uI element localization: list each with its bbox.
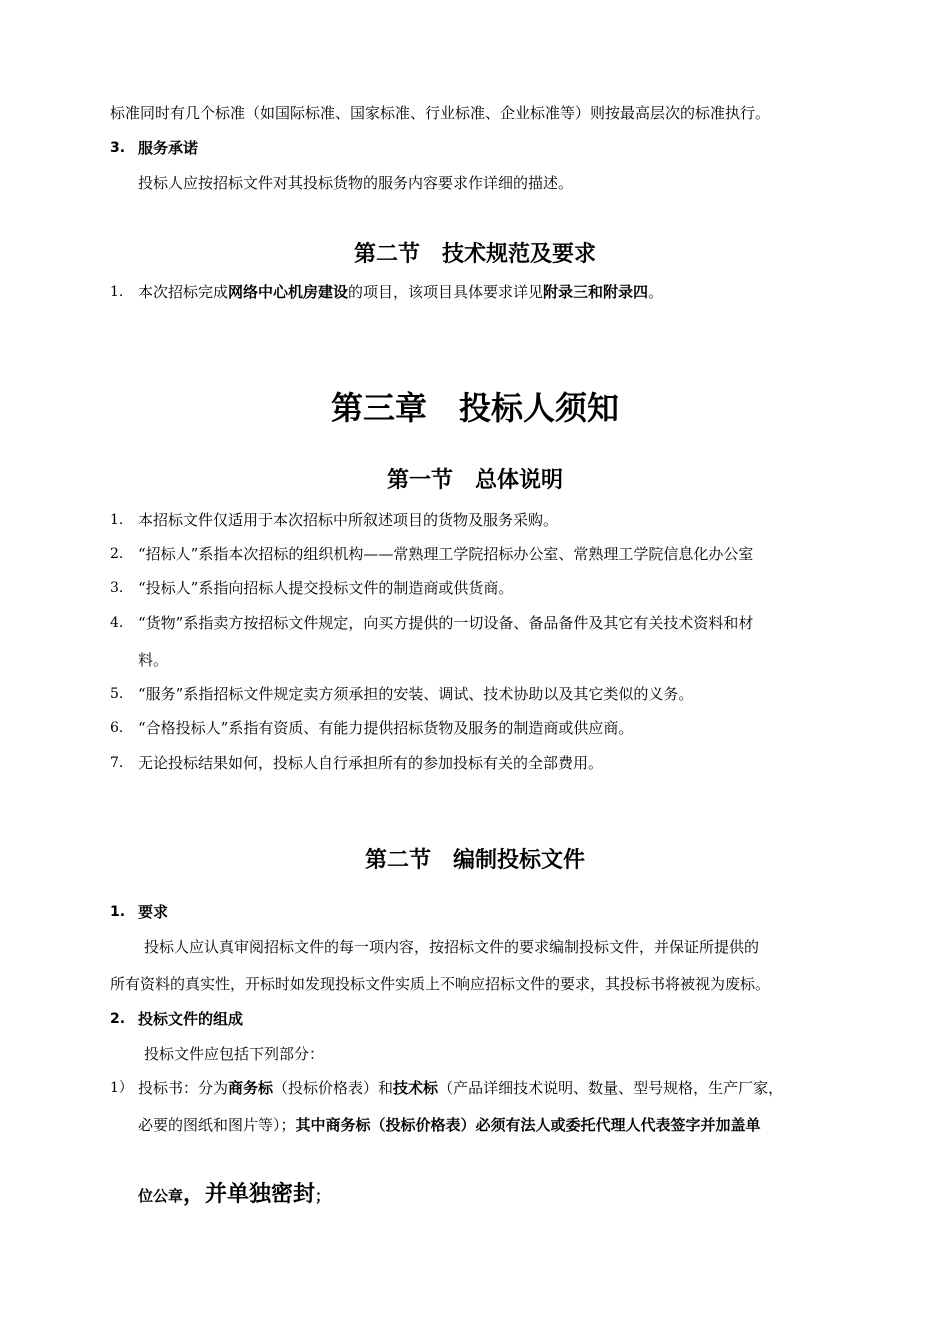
list-item-continuation	[138, 1180, 330, 1211]
subsection-title: 服务承诺	[138, 139, 199, 157]
emphasis-large-text: 并单独密封	[205, 1182, 316, 1207]
subsection-title: 要求	[138, 903, 169, 921]
list-number: 6.	[110, 720, 124, 736]
emphasis-text: ；	[315, 1187, 331, 1205]
list-item: 本招标文件仅适用于本次招标中所叙述项目的货物及服务采购。	[138, 511, 559, 529]
list-item: “服务”系指招标文件规定卖方须承担的安装、调试、技术协助以及其它类似的义务。	[138, 685, 694, 703]
body-text-line: 标准同时有几个标准（如国际标准、国家标准、行业标准、企业标准等）则按最高层次的标准执行。	[110, 104, 771, 122]
list-item: “投标人”系指向招标人提交投标文件的制造商或供货商。	[138, 579, 514, 597]
list-item-text: 的项目，该项目具体要求详见	[348, 283, 544, 301]
project-name: 网络中心机房建设	[228, 283, 349, 301]
list-number: 7.	[110, 755, 124, 771]
list-number: 1.	[110, 284, 124, 300]
section-heading: 第一节 总体说明	[386, 468, 563, 493]
list-item-text: （投标价格表）和	[273, 1079, 394, 1097]
list-number: 5.	[110, 686, 124, 702]
body-text-line: 所有资料的真实性，开标时如发现投标文件实质上不响应招标文件的要求，其投标书将被视为废标。	[110, 975, 771, 993]
list-item-text: 。	[648, 283, 664, 301]
appendix-reference: 附录三和附录四	[543, 283, 649, 301]
emphasis-text: 商务标	[228, 1079, 274, 1097]
emphasis-text: 其中商务标（投标价格表）必须有法人或委托代理人代表签字并加盖单	[295, 1116, 761, 1134]
list-item	[138, 282, 663, 302]
list-number: 1）	[110, 1080, 133, 1096]
subsection-title: 投标文件的组成	[138, 1010, 244, 1028]
emphasis-text: 技术标	[393, 1079, 439, 1097]
emphasis-text: 位公章	[138, 1187, 184, 1205]
list-item-continuation: 料。	[138, 651, 169, 669]
list-item-text: （产品详细技术说明、数量、型号规格，生产厂家，	[438, 1079, 784, 1097]
list-item	[138, 1078, 783, 1098]
section-heading: 第二节 编制投标文件	[364, 848, 585, 873]
list-number: 3.	[110, 140, 126, 156]
body-text-line: 投标人应按招标文件对其投标货物的服务内容要求作详细的描述。	[138, 174, 574, 192]
list-number: 1.	[110, 512, 124, 528]
section-heading: 第二节 技术规范及要求	[353, 242, 596, 267]
list-number: 2.	[110, 1011, 126, 1027]
list-item-text: 投标书：分为	[138, 1079, 229, 1097]
list-item-continuation	[138, 1115, 761, 1135]
list-number: 1.	[110, 904, 126, 920]
list-item: 无论投标结果如何，投标人自行承担所有的参加投标有关的全部费用。	[138, 754, 604, 772]
list-number: 3.	[110, 580, 124, 596]
list-number: 4.	[110, 615, 124, 631]
emphasis-text: ，	[183, 1182, 206, 1207]
body-text-line: 投标人应认真审阅招标文件的每一项内容，按招标文件的要求编制投标文件，并保证所提供的	[144, 938, 760, 956]
list-item: “招标人”系指本次招标的组织机构——常熟理工学院招标办公室、常熟理工学院信息化办公室	[138, 545, 754, 563]
list-item: “货物”系指卖方按招标文件规定，向买方提供的一切设备、备品备件及其它有关技术资料和材	[138, 614, 754, 632]
body-text-line: 投标文件应包括下列部分：	[144, 1045, 325, 1063]
list-number: 2.	[110, 546, 124, 562]
list-item-text: 本次招标完成	[138, 283, 229, 301]
list-item: “合格投标人”系指有资质、有能力提供招标货物及服务的制造商或供应商。	[138, 719, 634, 737]
list-item-text: 必要的图纸和图片等）；	[138, 1116, 296, 1134]
chapter-heading: 第三章 投标人须知	[330, 389, 619, 427]
